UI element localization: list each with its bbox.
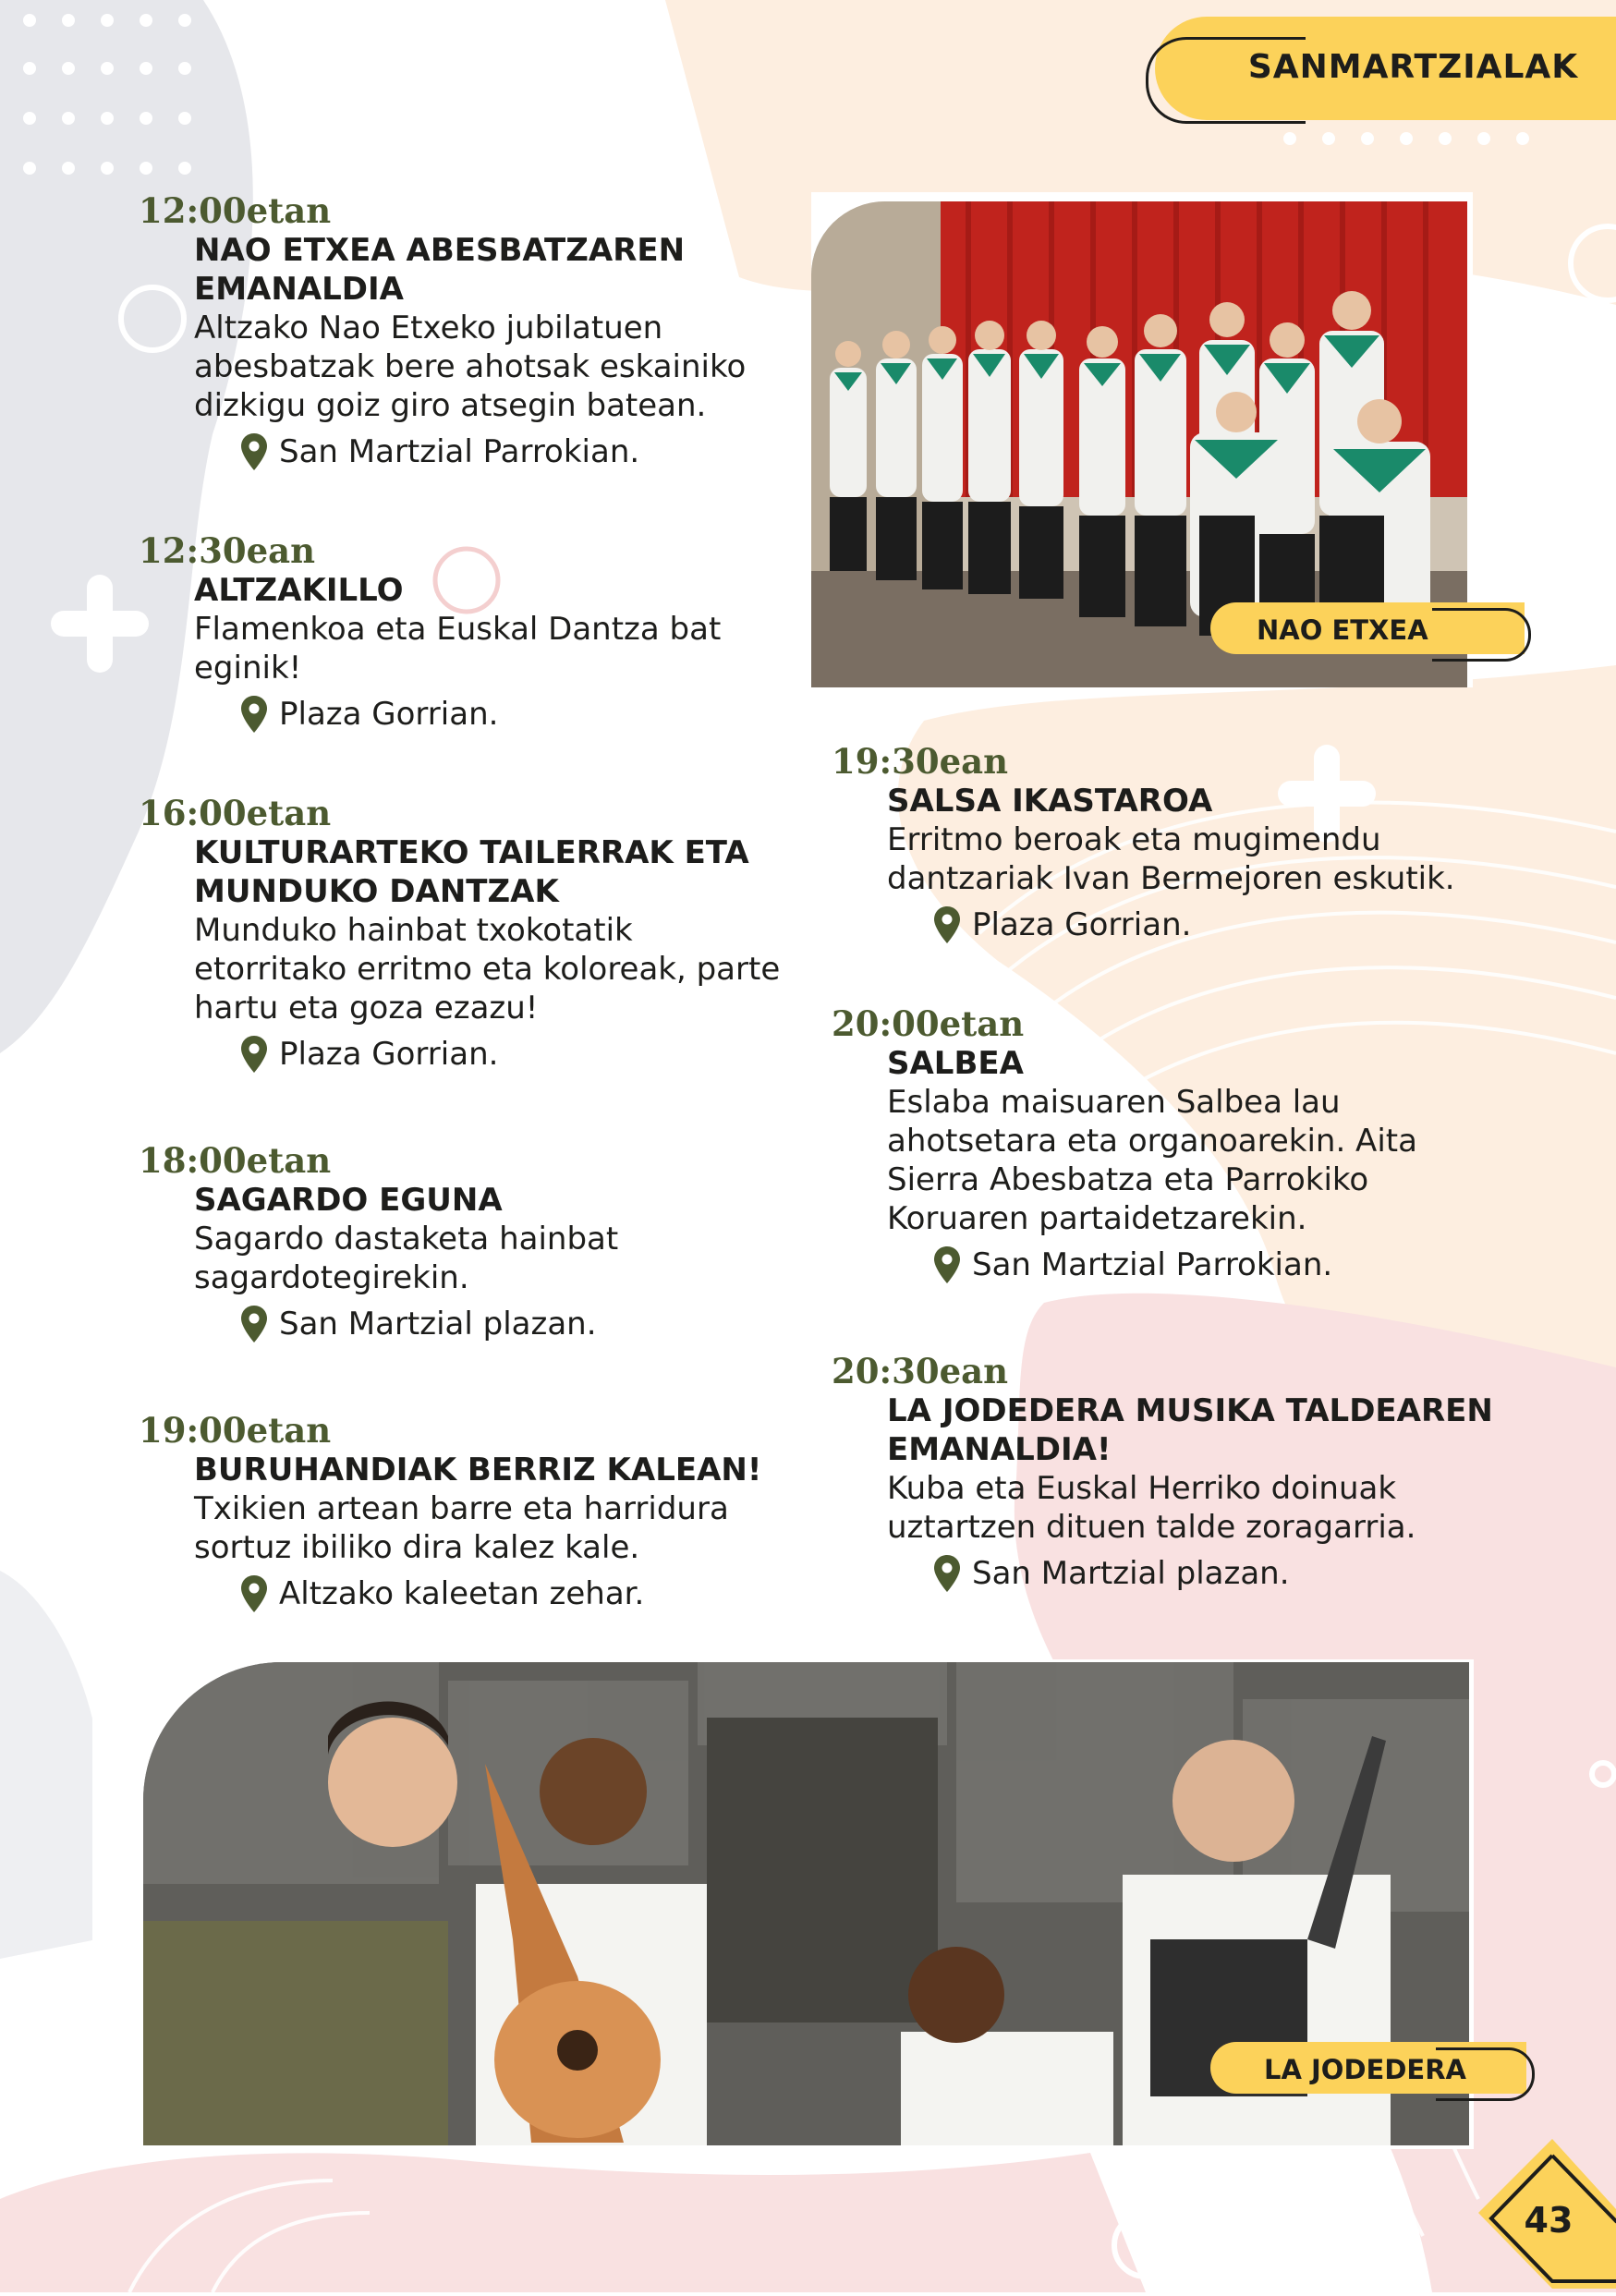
caption-text: NAO ETXEA	[1257, 614, 1428, 646]
event-location-text: San Martzial Parrokian.	[279, 433, 640, 470]
event-location-text: San Martzial plazan.	[972, 1555, 1290, 1592]
location-pin-icon	[933, 906, 961, 943]
event-left-4	[139, 1140, 776, 1343]
event-right-2	[832, 1003, 1469, 1284]
event-title: KULTURARTEKO TAILERRAK ETA MUNDUKO DANTZAK	[194, 834, 749, 910]
caption-outline	[1432, 608, 1531, 662]
location-pin-icon	[240, 1306, 268, 1342]
location-pin-icon	[933, 1246, 961, 1283]
event-location	[933, 905, 1469, 944]
event-left-3	[139, 793, 781, 1074]
event-description: Altzako Nao Etxeko jubilatuen abesbatzak bere ahotsak eskainiko dizkigu goiz giro atsegin batean.	[194, 310, 747, 424]
event-description: Sagardo dastaketa hainbat sagardotegirekin.	[194, 1221, 619, 1296]
event-location	[240, 1574, 776, 1613]
event-location-text: Plaza Gorrian.	[972, 906, 1192, 943]
event-location	[240, 695, 776, 734]
page-number	[1469, 2132, 1616, 2292]
pink-blob-bottom	[0, 2153, 1146, 2292]
event-description: Erritmo beroak eta mugimendu dantzariak Ivan Bermejoren eskutik.	[887, 821, 1455, 897]
choir-photo-caption	[1210, 602, 1534, 658]
event-location	[933, 1554, 1469, 1593]
event-right-1	[832, 741, 1469, 944]
location-pin-icon	[933, 1555, 961, 1592]
grey-blob-bottom	[0, 1571, 92, 1959]
page-number-label: 43	[1524, 2200, 1573, 2241]
section-tab	[1146, 17, 1616, 120]
event-title: ALTZAKILLO	[194, 572, 404, 609]
location-pin-icon	[240, 433, 268, 470]
event-description: Kuba eta Euskal Herriko doinuak uztartzen dituen talde zoragarria.	[887, 1470, 1416, 1546]
event-time: 16:00etan	[139, 793, 332, 833]
event-time: 20:30ean	[832, 1351, 1009, 1391]
event-location-text: San Martzial plazan.	[279, 1306, 597, 1342]
location-pin-icon	[240, 1575, 268, 1612]
event-location	[933, 1245, 1469, 1284]
event-location	[240, 1035, 776, 1074]
event-right-3	[832, 1351, 1493, 1593]
event-description: Eslaba maisuaren Salbea lau ahotsetara eta organoarekin. Aita Sierra Abesbatza eta Parrokiko Koruaren partaidetzarekin.	[887, 1084, 1417, 1237]
event-time: 19:00etan	[139, 1410, 332, 1451]
event-location-text: Plaza Gorrian.	[279, 1036, 499, 1073]
event-title: LA JODEDERA MUSIKA TALDEAREN EMANALDIA!	[887, 1392, 1493, 1468]
event-description: Txikien artean barre eta harridura sortuz ibiliko dira kalez kale.	[194, 1490, 729, 1566]
band-photo-caption	[1210, 2042, 1536, 2097]
event-title: BURUHANDIAK BERRIZ KALEAN!	[194, 1452, 762, 1488]
event-time: 19:30ean	[832, 741, 1009, 782]
event-location	[240, 1305, 776, 1343]
event-left-2	[139, 530, 776, 734]
event-title: SAGARDO EGUNA	[194, 1182, 503, 1219]
event-description: Flamenkoa eta Euskal Dantza bat eginik!	[194, 611, 722, 686]
event-left-1	[139, 190, 776, 471]
event-location-text: San Martzial Parrokian.	[972, 1246, 1333, 1283]
event-location-text: Plaza Gorrian.	[279, 696, 499, 733]
event-left-5	[139, 1410, 776, 1613]
event-location	[240, 432, 776, 471]
event-time: 12:00etan	[139, 190, 332, 231]
event-description: Munduko hainbat txokotatik etorritako erritmo eta koloreak, parte hartu eta goza ezazu!	[194, 912, 781, 1027]
event-title: NAO ETXEA ABESBATZAREN EMANALDIA	[194, 232, 686, 308]
event-title: SALSA IKASTAROA	[887, 783, 1213, 820]
event-time: 12:30ean	[139, 530, 316, 571]
location-pin-icon	[240, 696, 268, 733]
event-time: 20:00etan	[832, 1003, 1025, 1044]
location-pin-icon	[240, 1036, 268, 1073]
event-title: SALBEA	[887, 1045, 1024, 1082]
event-time: 18:00etan	[139, 1140, 332, 1181]
event-location-text: Altzako kaleetan zehar.	[279, 1575, 645, 1612]
section-title: SANMARTZIALAK	[1247, 48, 1579, 86]
caption-text: LA JODEDERA	[1264, 2054, 1467, 2085]
